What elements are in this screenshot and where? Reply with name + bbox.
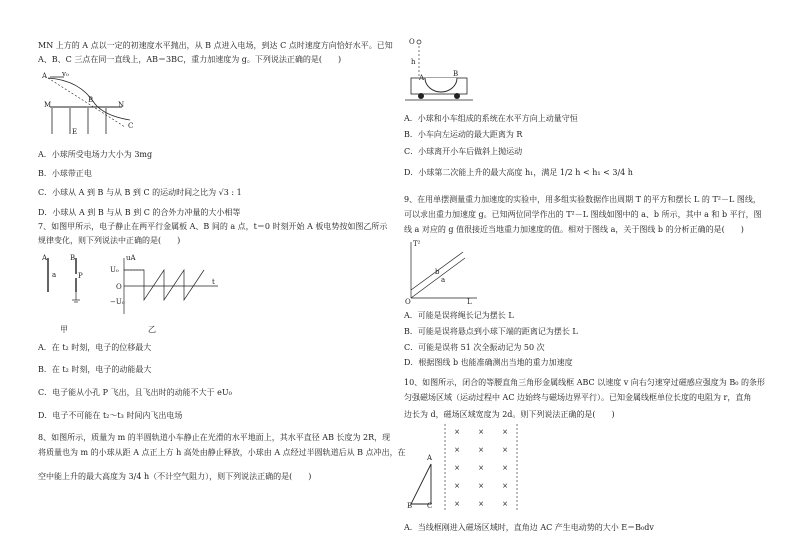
- q8-stem-line2: 将质量也为 m 的小球从距 A 点正上方 h 高处由静止释放，小球由 A 点经过半圆轨道后从 B 点冲出，在: [38, 448, 406, 457]
- q9-stem-line1: 9、在用单摆测量重力加速度的实验中，用多组实验数据作出周期 T 的平方和摆长 L 的 T²－L 图线，: [404, 195, 761, 204]
- fig5-label-A: A: [427, 454, 433, 462]
- field-cross-mark: ×: [454, 428, 460, 436]
- q9-option-b: B．可能是误将悬点到小球下端的距离记为摆长 L: [404, 327, 578, 336]
- fig2-label-O: O: [116, 283, 122, 291]
- q8-stem-line3: 空中能上升的最大高度为 3/4 h（不计空气阻力），则下列说法正确的是( ): [38, 472, 312, 481]
- q7-option-d: D．小球从 A 到 B 与从 B 到 C 的合外力冲量的大小相等: [38, 208, 241, 217]
- fig2-label-a: a: [52, 271, 57, 279]
- fig2-label-P: P: [78, 272, 83, 280]
- fig2-caption-yi: 乙: [148, 325, 156, 334]
- q7b-option-d: D．电子不可能在 t₂～t₃ 时间内飞出电场: [38, 411, 183, 420]
- q9-option-a: A．可能是误将绳长记为摆长 L: [404, 311, 514, 320]
- fig1-label-C: C: [128, 122, 134, 130]
- q7b-stem-line1: 7、如图甲所示，电子静止在两平行金属板 A、B 间的 a 点，t＝0 时刻开始 A 板电势按如图乙所示: [38, 222, 388, 231]
- q7b-option-b: B．在 t₂ 时刻，电子的动能最大: [38, 365, 152, 374]
- field-cross-mark: ×: [454, 464, 460, 472]
- q8-option-d: D．小球第二次能上升的最大高度 h₁，满足 1/2 h < h₁ < 3/4 h: [404, 168, 633, 177]
- q7b-stem-line2: 规律变化，则下列说法中正确的是( ): [38, 236, 181, 245]
- fig4-label-T2: T²: [413, 240, 421, 248]
- field-cross-mark: ×: [502, 500, 508, 508]
- fig3-label-O: O: [409, 38, 415, 46]
- fig2-label-A: A: [42, 254, 48, 262]
- q8-option-a: A．小球和小车组成的系统在水平方向上动量守恒: [404, 114, 578, 123]
- fig1-label-M: M: [44, 101, 52, 109]
- field-cross-mark: ×: [502, 464, 508, 472]
- fig2-label-B: B: [70, 254, 76, 262]
- field-cross-mark: ×: [454, 500, 460, 508]
- q8-option-c: C．小球离开小车后做斜上抛运动: [404, 147, 523, 156]
- field-cross-mark: ×: [478, 428, 484, 436]
- q7-option-b: B．小球带正电: [38, 169, 92, 178]
- field-cross-mark: ×: [478, 482, 484, 490]
- q7-intro-line1: MN 上方的 A 点以一定的初速度水平抛出，从 B 点进入电场，到达 C 点时速度方向恰好水平。已知: [38, 41, 393, 50]
- field-cross-mark: ×: [454, 482, 460, 490]
- field-cross-mark: ×: [502, 446, 508, 454]
- fig5-label-C: C: [427, 502, 433, 510]
- fig3-label-h: h: [411, 58, 416, 66]
- field-cross-mark: ×: [454, 446, 460, 454]
- fig2-label-U0: U₀: [110, 266, 119, 274]
- q9-stem-line3: 线 a 对应的 g 值很接近当地重力加速度的值。相对于图线 a，关于图线 b 的分析正确的是( ): [404, 225, 744, 234]
- fig2-label-t: t: [212, 278, 215, 286]
- q7-option-c: C．小球从 A 到 B 与从 B 到 C 的运动时间之比为 √3 : 1: [38, 188, 242, 197]
- q10-stem-line1: 10、如图所示，闭合的等腰直角三角形金属线框 ABC 以速度 v 向右匀速穿过磁感应强度为 B₀ 的条形: [404, 378, 765, 387]
- fig2-label-negU0: −U₀: [110, 298, 125, 306]
- q9-option-c: C．可能是误将 51 次全振动记为 50 次: [404, 343, 545, 352]
- fig1-label-v0: v₀: [62, 70, 69, 78]
- q8-option-b: B．小车向左运动的最大距离为 R: [404, 130, 523, 139]
- fig1-label-B: B: [88, 96, 94, 104]
- q7b-option-c: C．电子能从小孔 P 飞出，且飞出时的动能不大于 eU₀: [38, 388, 232, 397]
- fig4-label-O: O: [405, 298, 411, 306]
- fig3-label-B: B: [453, 70, 459, 78]
- voltage-graph-yi: [110, 256, 220, 316]
- fig5-label-B: B: [407, 502, 413, 510]
- fig1-label-N: N: [118, 101, 125, 109]
- fig3-label-A: A: [419, 74, 425, 82]
- q10-option-a: A．当线框刚进入磁场区域时，直角边 AC 产生电动势的大小 E＝B₀dv: [404, 523, 654, 532]
- fig4-label-b: b: [435, 268, 440, 276]
- q9-option-d: D．根据图线 b 也能准确测出当地的重力加速度: [404, 358, 573, 367]
- q7-intro-line2: A、B、C 三点在同一直线上，AB＝3BC，重力加速度为 g。下列说法正确的是( ): [38, 55, 342, 64]
- triangle-frame-field-figure: [405, 422, 525, 514]
- q10-stem-line2: 匀强磁场区域（运动过程中 AC 边始终与磁场边界平行）。已知金属线框单位长度的电阻为 r，直角: [404, 393, 752, 402]
- t2-l-graph: [405, 238, 480, 306]
- fig4-label-a: a: [441, 276, 446, 284]
- field-cross-mark: ×: [478, 500, 484, 508]
- fig1-label-A: A: [42, 72, 48, 80]
- fig2-label-uA: uA: [126, 254, 136, 262]
- field-cross-mark: ×: [502, 482, 508, 490]
- field-cross-mark: ×: [478, 464, 484, 472]
- field-trajectory-figure: [40, 72, 140, 142]
- q9-stem-line2: 可以求出重力加速度 g。已知两位同学作出的 T²－L 图线如图中的 a、b 所示，其中 a 和 b 平行，图: [404, 210, 762, 219]
- q7b-option-a: A．在 t₂ 时刻，电子的位移最大: [38, 343, 152, 352]
- semicircle-cart-figure: [405, 38, 475, 108]
- fig4-label-L: L: [467, 298, 472, 306]
- fig2-caption-jia: 甲: [60, 325, 68, 334]
- fig1-label-E: E: [72, 128, 78, 136]
- q8-stem-line1: 8、如图所示，质量为 m 的半圆轨道小车静止在光滑的水平地面上，其水平直径 AB 长度为 2R，现: [38, 433, 391, 442]
- q10-stem-line3: 边长为 d，磁场区域宽度为 2d。则下列说法正确的是( ): [404, 410, 615, 419]
- q7-option-a: A．小球所受电场力大小为 3mg: [38, 150, 153, 159]
- plates-figure-jia: [42, 256, 92, 316]
- field-cross-mark: ×: [478, 446, 484, 454]
- field-cross-mark: ×: [502, 428, 508, 436]
